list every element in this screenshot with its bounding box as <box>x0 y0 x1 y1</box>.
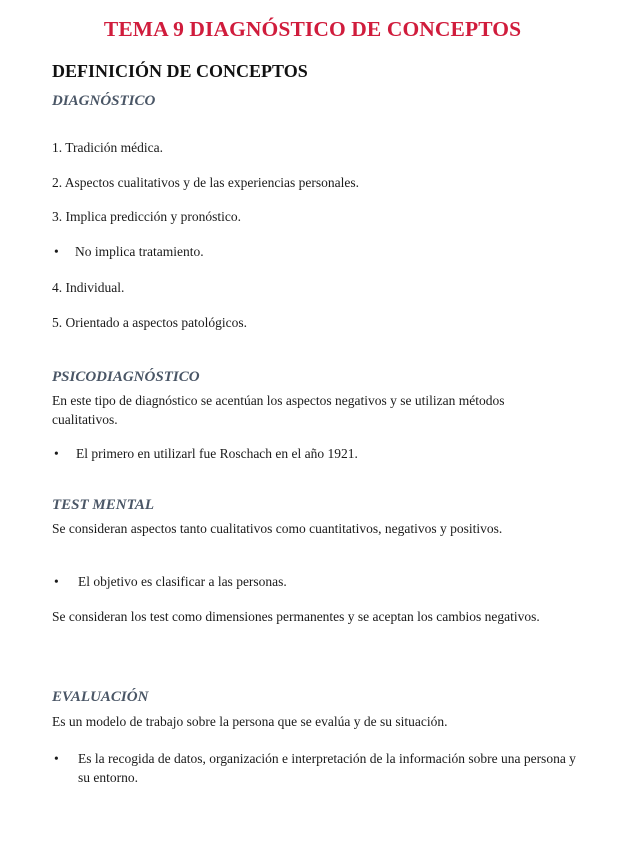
evaluacion-heading: EVALUACIÓN <box>52 689 149 705</box>
diagnostico-item-4: 4. Individual. <box>52 280 125 295</box>
test-mental-heading: TEST MENTAL <box>52 497 155 513</box>
diagnostico-item-5: 5. Orientado a aspectos patológicos. <box>52 315 247 330</box>
diagnostico-bullet-text: No implica tratamiento. <box>75 244 204 259</box>
bullet-icon: • <box>54 574 59 589</box>
test-mental-bullet-text: El objetivo es clasificar a las personas. <box>78 574 287 589</box>
diagnostico-item-3: 3. Implica predicción y pronóstico. <box>52 209 241 224</box>
bullet-icon: • <box>54 446 59 461</box>
section-heading: DEFINICIÓN DE CONCEPTOS <box>52 61 308 81</box>
test-mental-paragraph: Se consideran aspectos tanto cualitativos como cuantitativos, negativos y positivos. <box>52 521 503 536</box>
evaluacion-paragraph: Es un modelo de trabajo sobre la persona que se evalúa y de su situación. <box>52 714 448 729</box>
bullet-icon: • <box>54 244 59 259</box>
test-mental-paragraph-2: Se consideran los test como dimensiones permanentes y se aceptan los cambios negativos. <box>52 609 540 624</box>
page-title: TEMA 9 DIAGNÓSTICO DE CONCEPTOS <box>103 17 522 41</box>
psicodiagnostico-paragraph: En este tipo de diagnóstico se acentúan los aspectos negativos y se utilizan métodos cualitativos. <box>52 393 505 427</box>
diagnostico-heading: DIAGNÓSTICO <box>52 93 156 109</box>
psicodiagnostico-bullet-text: El primero en utilizarl fue Roschach en el año 1921. <box>76 446 358 461</box>
diagnostico-item-2: 2. Aspectos cualitativos y de las experiencias personales. <box>52 175 360 190</box>
psicodiagnostico-heading: PSICODIAGNÓSTICO <box>52 369 200 385</box>
evaluacion-bullet-text: Es la recogida de datos, organización e interpretación de la información sobre una persona y su entorno. <box>78 751 576 785</box>
bullet-icon: • <box>54 751 59 766</box>
diagnostico-item-1: 1. Tradición médica. <box>52 140 163 155</box>
